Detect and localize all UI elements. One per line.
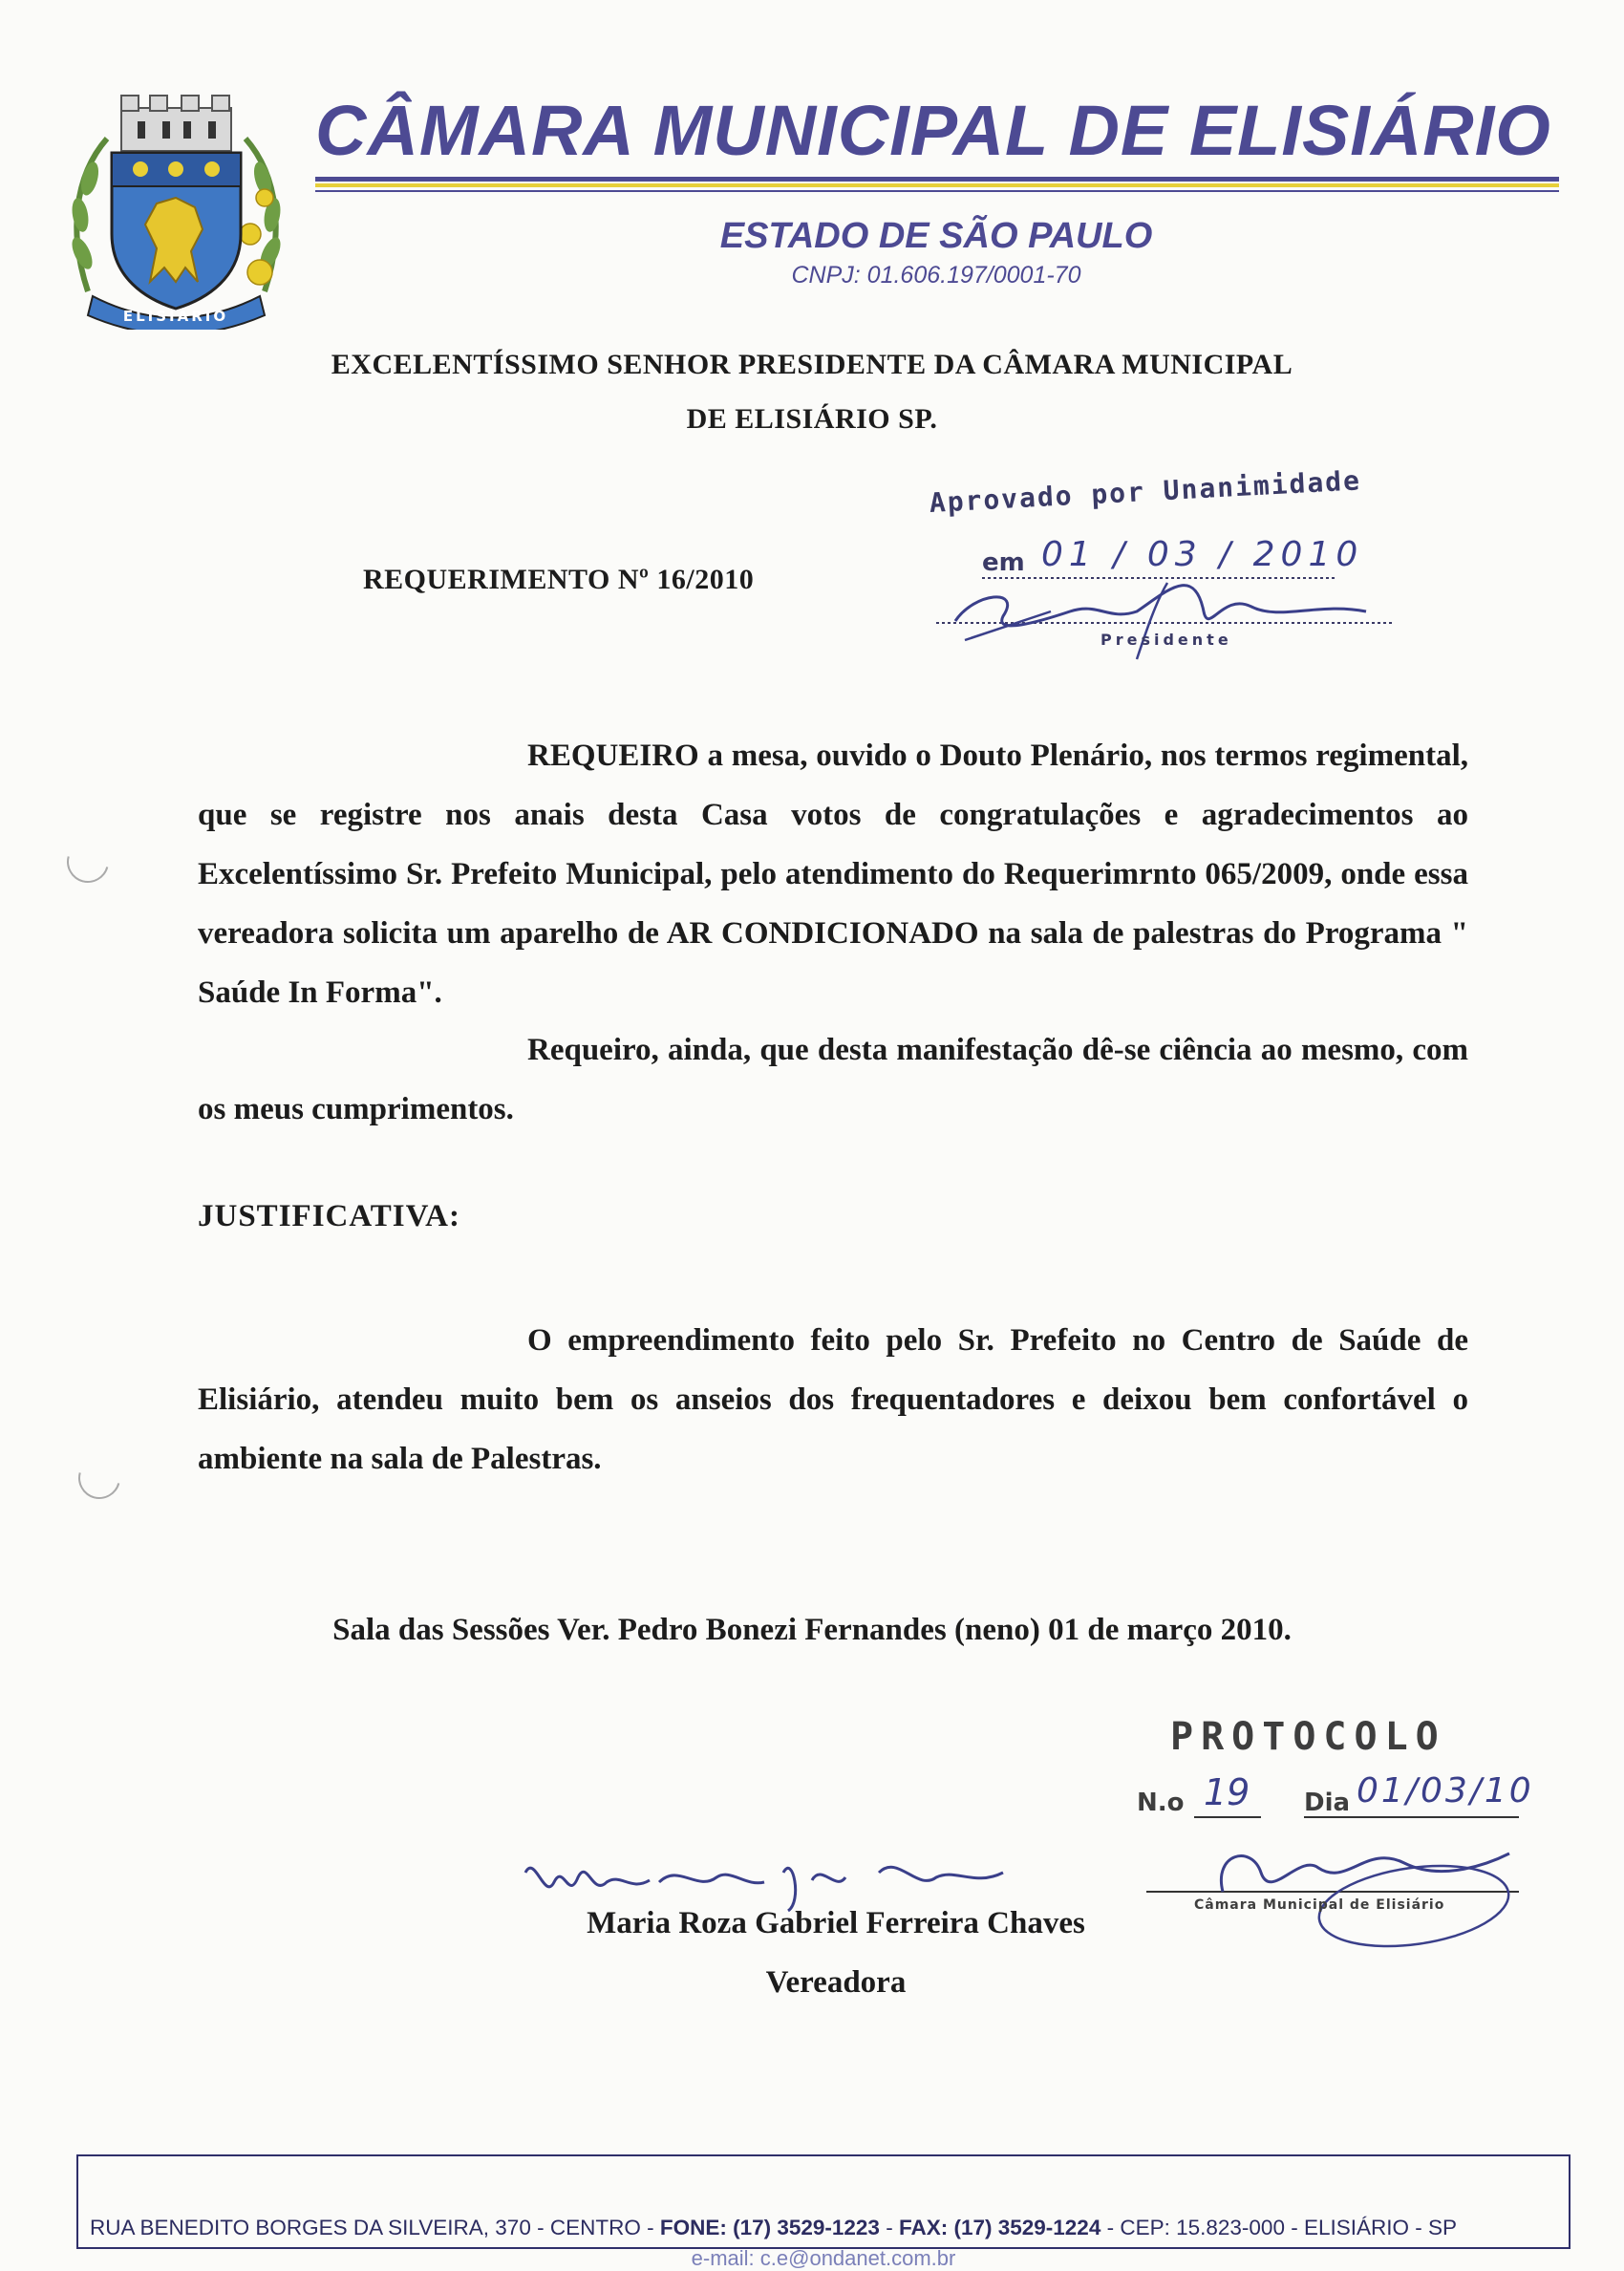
footer-fax: (17) 3529-1224 [948, 2216, 1101, 2239]
footer-fax-label: FAX: [898, 2216, 949, 2239]
request-number: REQUERIMENTO Nº 16/2010 [363, 564, 755, 595]
footer-box [76, 2154, 1571, 2270]
footer-phone-label: FONE: [659, 2216, 727, 2239]
approval-stamp-title: Aprovado por Unanimidade [929, 464, 1362, 519]
footer-address [90, 2216, 1457, 2240]
header-rule-accent [315, 183, 1559, 187]
footer-cep-city: - CEP: 15.823-000 - ELISIÁRIO - SP [1100, 2216, 1457, 2239]
body-paragraph-1: REQUEIRO a mesa, ouvido o Douto Plenário, nos termos regimental, que se registre nos anais desta Casa votos de congratulações e agradecimentos ao Excelentíssimo Sr. Prefeito Municipal, pelo atendimento do Requerimrnto 065/2009, onde essa vereadora solicita um aparelho de AR CONDICIONADO na sala de palestras do Programa " Saúde In Forma". [198, 739, 1468, 1010]
header-rule-thin [315, 190, 1559, 192]
binder-hole [71, 1449, 128, 1507]
protocol-title: PROTOCOLO [1170, 1715, 1446, 1759]
protocol-number: 19 [1204, 1771, 1250, 1813]
addressee-line-1: EXCELENTÍSSIMO SENHOR PRESIDENTE DA CÂMARA MUNICIPAL [331, 349, 1293, 380]
justification-paragraph: O empreendimento feito pelo Sr. Prefeito no Centro de Saúde de Elisiário, atendeu muito bem os anseios dos frequentadores e deixou bem confortável o ambiente na sala de Palestras. [198, 1323, 1468, 1476]
protocol-office: Câmara Municipal de Elisiário [1194, 1897, 1445, 1913]
state-name: ESTADO DE SÃO PAULO [719, 216, 1153, 256]
approval-date: 01 / 03 / 2010 [1041, 535, 1364, 574]
approval-stamp [917, 464, 1414, 678]
protocol-number-label: N.o [1137, 1789, 1185, 1817]
municipal-crest [69, 91, 284, 330]
signatory-role: Vereadora [765, 1965, 907, 2000]
footer-email: e-mail: c.e@ondanet.com.br [691, 2246, 956, 2270]
org-name: CÂMARA MUNICIPAL DE ELISIÁRIO [315, 91, 1551, 170]
protocol-day: 01/03/10 [1357, 1771, 1534, 1810]
addressee-line-2: DE ELISIÁRIO SP. [686, 403, 938, 435]
crest-ribbon-text: ELISIÁRIO [122, 308, 229, 325]
approval-role: Presidente [1100, 631, 1232, 649]
header-rule [315, 177, 1559, 182]
session-line: Sala das Sessões Ver. Pedro Bonezi Fernandes (neno) 01 de março 2010. [332, 1613, 1292, 1647]
cnpj-number: CNPJ: 01.606.197/0001-70 [791, 262, 1081, 289]
body-paragraph-2: Requeiro, ainda, que desta manifestação dê-se ciência ao mesmo, com os meus cumprimentos. [198, 1033, 1468, 1126]
approval-date-label: em [982, 548, 1025, 577]
protocol-day-label: Dia [1304, 1789, 1351, 1817]
footer-phone: (17) 3529-1223 [726, 2216, 880, 2239]
justification-heading: JUSTIFICATIVA: [198, 1199, 461, 1233]
binder-hole [59, 833, 117, 890]
footer-separator: - [879, 2216, 899, 2239]
signatory-name: Maria Roza Gabriel Ferreira Chaves [587, 1906, 1085, 1940]
footer-street: RUA BENEDITO BORGES DA SILVEIRA, 370 - CENTRO - [90, 2216, 660, 2239]
